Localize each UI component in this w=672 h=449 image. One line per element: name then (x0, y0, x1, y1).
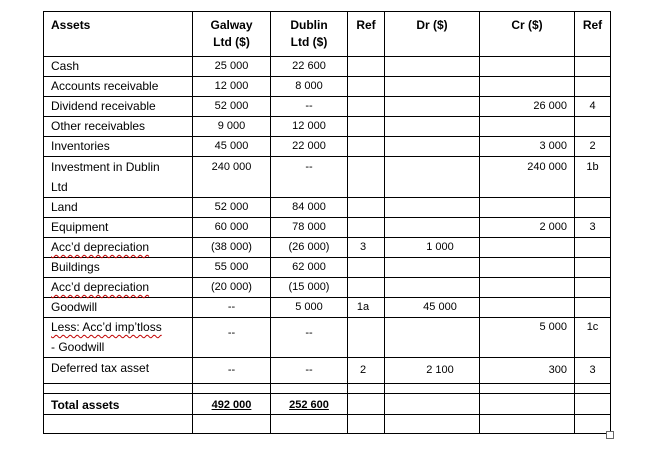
row-label-land: Land (51, 200, 78, 214)
row-label-goodwill: Goodwill (51, 300, 98, 314)
galway-cash: 25 000 (214, 60, 249, 72)
row-label-inventories: Inventories (51, 139, 110, 153)
header-cr: Cr ($) (511, 18, 543, 32)
row-label-investment-line1: Investment in Dublin (51, 160, 160, 174)
galway-goodwill: -- (227, 301, 236, 313)
cr-equipment: 2 000 (539, 221, 567, 233)
ref2-dividend-receivable: 4 (589, 100, 596, 112)
galway-deferred-tax-asset: -- (227, 364, 236, 376)
dublin-accd-depreciation-buildings: (15 000) (288, 281, 330, 293)
ref2-equipment: 3 (589, 221, 596, 233)
galway-other-receivables: 9 000 (217, 120, 246, 132)
dublin-accounts-receivable: 8 000 (295, 80, 323, 92)
dublin-accd-depreciation-equipment: (26 000) (288, 241, 330, 253)
galway-buildings: 55 000 (214, 261, 249, 273)
cr-dividend-receivable: 26 000 (533, 100, 567, 112)
header-galway-line2: Ltd ($) (213, 35, 250, 49)
dublin-inventories: 22 000 (292, 140, 326, 152)
ref2-investment: 1b (586, 161, 599, 173)
row-label-accd-depreciation-buildings: Acc’d depreciation (51, 280, 150, 294)
dublin-deferred-tax-asset: -- (305, 364, 313, 376)
dublin-buildings: 62 000 (292, 261, 326, 273)
galway-dividend-receivable: 52 000 (214, 100, 249, 112)
row-label-cash: Cash (51, 59, 80, 73)
header-dublin (271, 17, 347, 51)
row-label-deferred-tax-asset: Deferred tax asset (51, 361, 150, 375)
grid-line-vertical (610, 11, 611, 434)
dublin-total-assets: 252 600 (289, 399, 329, 411)
ref1-goodwill: 1a (356, 301, 370, 313)
galway-equipment: 60 000 (214, 221, 249, 233)
row-label-impairment-line1: Less: Acc’d imp’tloss (51, 320, 162, 334)
row-label-impairment-line2: - Goodwill (51, 340, 105, 354)
header-dublin-line2: Ltd ($) (290, 35, 328, 49)
dr-accd-depreciation-equipment: 1 000 (426, 241, 454, 253)
galway-inventories: 45 000 (214, 140, 249, 152)
galway-investment: 240 000 (211, 161, 252, 173)
galway-accd-depreciation-equipment: (38 000) (211, 241, 252, 253)
row-label-buildings: Buildings (51, 260, 100, 274)
cr-inventories: 3 000 (539, 140, 567, 152)
row-label-other-receivables: Other receivables (51, 119, 146, 133)
galway-accd-depreciation-buildings: (20 000) (211, 281, 252, 293)
dublin-other-receivables: 12 000 (292, 120, 326, 132)
grid-line-horizontal (43, 393, 611, 394)
ref2-inventories: 2 (589, 140, 596, 152)
header-galway (193, 17, 270, 51)
ref2-impairment: 1c (586, 321, 599, 333)
header-ref-2: Ref (582, 18, 603, 32)
header-dublin-line1: Dublin (290, 18, 328, 32)
consolidation-worksheet-table (43, 11, 611, 434)
dublin-dividend-receivable: -- (305, 100, 313, 112)
cr-investment: 240 000 (527, 161, 567, 173)
header-assets: Assets (51, 18, 91, 32)
row-label-investment-line2: Ltd (51, 180, 68, 194)
dublin-equipment: 78 000 (292, 221, 326, 233)
table-resize-handle[interactable] (606, 431, 614, 439)
row-label-accounts-receivable: Accounts receivable (51, 79, 159, 93)
ref1-accd-depreciation-equipment: 3 (359, 241, 367, 253)
grid-line-horizontal (43, 433, 611, 434)
dublin-impairment: -- (305, 327, 313, 339)
galway-accounts-receivable: 12 000 (214, 80, 249, 92)
dr-goodwill: 45 000 (423, 301, 457, 313)
row-label-total-assets: Total assets (51, 398, 120, 412)
ref1-deferred-tax-asset: 2 (359, 364, 367, 376)
grid-line-horizontal (43, 11, 611, 12)
ref2-deferred-tax-asset: 3 (589, 364, 596, 376)
dublin-land: 84 000 (292, 201, 326, 213)
row-label-dividend-receivable: Dividend receivable (51, 99, 156, 113)
dr-deferred-tax-asset: 2 100 (426, 364, 454, 376)
grid-line-horizontal (43, 383, 611, 384)
header-ref-1: Ref (356, 18, 376, 32)
header-galway-line1: Galway (210, 18, 253, 32)
row-label-equipment: Equipment (51, 220, 109, 234)
header-dr: Dr ($) (416, 18, 448, 32)
galway-total-assets: 492 000 (211, 399, 252, 411)
grid-line-vertical (43, 11, 44, 434)
row-label-accd-depreciation-equipment: Acc’d depreciation (51, 240, 150, 254)
dublin-cash: 22 600 (292, 60, 326, 72)
dublin-investment: -- (305, 161, 313, 173)
dublin-goodwill: 5 000 (295, 301, 323, 313)
galway-impairment: -- (227, 327, 236, 339)
cr-impairment: 5 000 (539, 321, 567, 333)
cr-deferred-tax-asset: 300 (548, 364, 567, 376)
galway-land: 52 000 (214, 201, 249, 213)
